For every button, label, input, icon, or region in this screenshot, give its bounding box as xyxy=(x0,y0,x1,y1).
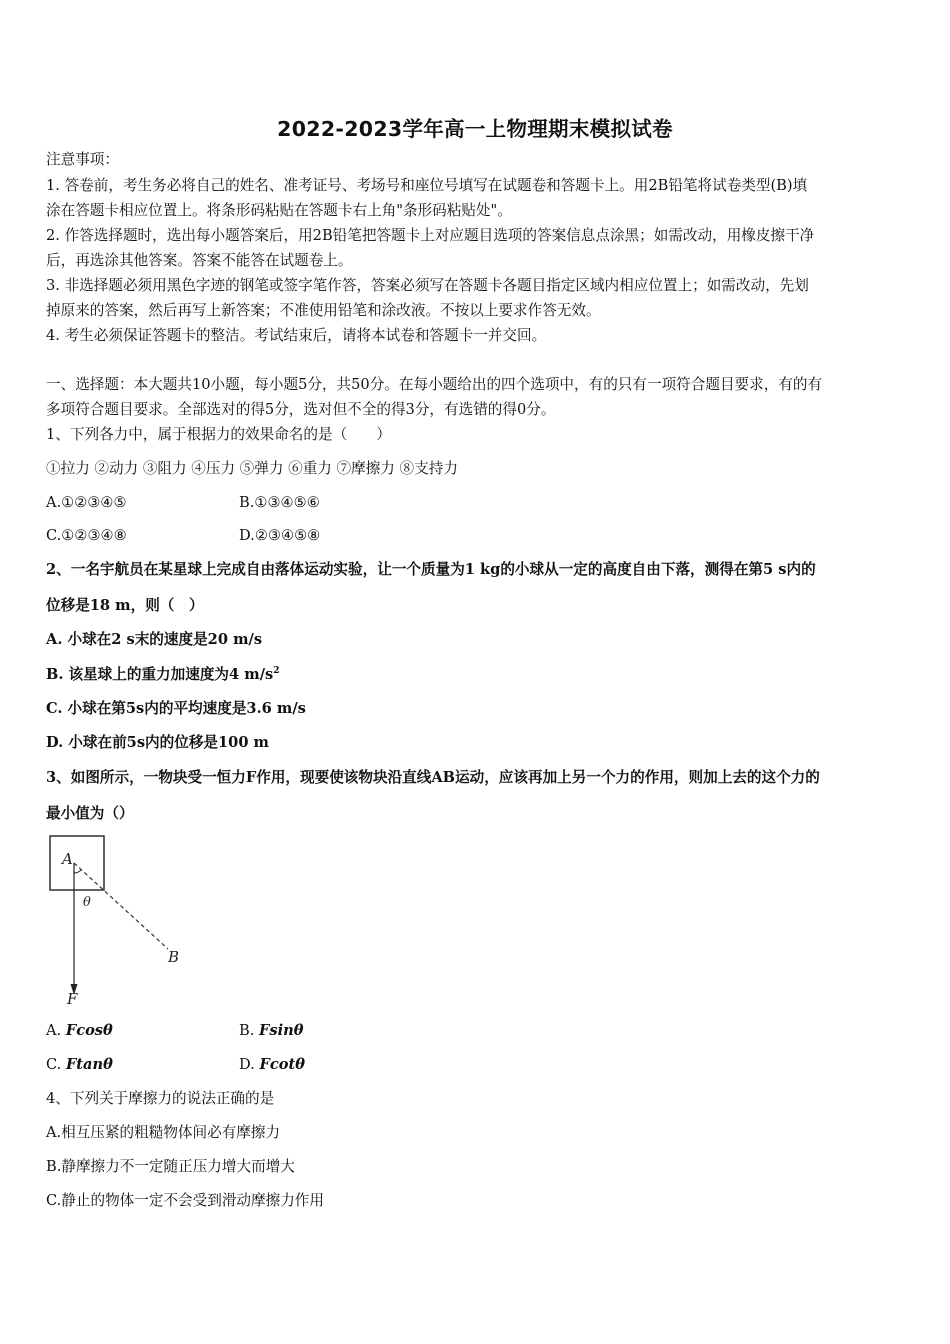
notice-item-4: 4. 考生必须保证答题卡的整洁。考试结束后，请将本试卷和答题卡一并交回。 xyxy=(46,327,547,344)
label-b: B xyxy=(168,948,180,966)
question-1-option-a: A.①②③④⑤ xyxy=(46,494,127,511)
label-f: F xyxy=(67,990,78,1008)
notice-item-3-line-1: 3. 非选择题必须用黑色字迹的钢笔或签字笔作答，答案必须写在答题卡各题目指定区域内相应位置上；如需改动，先划 xyxy=(46,277,809,294)
question-2-option-b-superscript: 2 xyxy=(273,666,280,677)
question-4-stem: 4、下列关于摩擦力的说法正确的是 xyxy=(46,1090,275,1107)
question-3-option-b-prefix: B. xyxy=(239,1022,260,1039)
question-3-option-a xyxy=(46,1021,113,1041)
question-2-stem-line-1: 2、一名宇航员在某星球上完成自由落体运动实验，让一个质量为1 kg的小球从一定的高度自由下落，测得在第5 s内的 xyxy=(46,561,816,578)
question-3-option-a-value: Fcosθ xyxy=(65,1022,113,1039)
section-1-line-1: 一、选择题：本大题共10小题，每小题5分，共50分。在每小题给出的四个选项中，有的只有一项符合题目要求，有的有 xyxy=(46,376,823,393)
question-1-option-d: D.②③④⑤⑧ xyxy=(239,527,321,544)
question-2-option-c: C. 小球在第5s内的平均速度是3.6 m/s xyxy=(46,700,306,717)
question-3-option-c xyxy=(46,1055,113,1075)
angle-theta-arc xyxy=(74,870,81,873)
notice-item-2-line-1: 2. 作答选择题时，选出每小题答案后，用2B铅笔把答题卡上对应题目选项的答案信息点涂黑；如需改动，用橡皮擦干净 xyxy=(46,227,815,244)
question-4-option-c: C.静止的物体一定不会受到滑动摩擦力作用 xyxy=(46,1192,324,1209)
page-title: 2022-2023学年高一上物理期末模拟试卷 xyxy=(277,117,673,141)
label-a: A xyxy=(62,850,73,868)
question-1-stem: 1、下列各力中，属于根据力的效果命名的是（ ） xyxy=(46,426,391,443)
question-1-option-c: C.①②③④⑧ xyxy=(46,527,127,544)
force-diagram xyxy=(46,832,196,1012)
question-3-option-a-prefix: A. xyxy=(46,1022,66,1039)
question-4-option-a: A.相互压紧的粗糙物体间必有摩擦力 xyxy=(46,1124,281,1141)
notice-item-1-line-1: 1. 答卷前，考生务必将自己的姓名、准考证号、考场号和座位号填写在试题卷和答题卡上。用2B铅笔将试卷类型(B)填 xyxy=(46,177,808,194)
label-theta: θ xyxy=(83,895,91,910)
question-3-stem-line-1: 3、如图所示，一物块受一恒力F作用，现要使该物块沿直线AB运动，应该再加上另一个力的作用，则加上去的这个力的 xyxy=(46,769,820,786)
question-3-stem-line-2: 最小值为（） xyxy=(46,805,134,822)
question-3-option-d xyxy=(239,1055,305,1075)
question-2-option-a: A. 小球在2 s末的速度是20 m/s xyxy=(46,631,263,648)
question-4-option-b: B.静摩擦力不一定随正压力增大而增大 xyxy=(46,1158,295,1175)
notice-heading: 注意事项： xyxy=(46,151,119,168)
question-2-option-d: D. 小球在前5s内的位移是100 m xyxy=(46,734,269,751)
question-3-option-d-prefix: D. xyxy=(239,1056,260,1073)
question-1-option-b: B.①③④⑤⑥ xyxy=(239,494,320,511)
block-square xyxy=(50,836,104,890)
question-3-option-c-prefix: C. xyxy=(46,1056,66,1073)
section-1-line-2: 多项符合题目要求。全部选对的得5分，选对但不全的得3分，有选错的得0分。 xyxy=(46,401,556,418)
question-2-option-b-text: B. 该星球上的重力加速度为4 m/s xyxy=(46,666,274,683)
question-3-option-b-value: Fsinθ xyxy=(259,1022,304,1039)
question-3-option-c-value: Ftanθ xyxy=(65,1056,113,1073)
question-2-stem-line-2: 位移是18 m，则（ ） xyxy=(46,597,204,614)
question-3-option-b xyxy=(239,1021,303,1041)
question-2-option-b xyxy=(46,665,280,685)
notice-item-3-line-2: 掉原来的答案，然后再写上新答案；不准使用铅笔和涂改液。不按以上要求作答无效。 xyxy=(46,302,601,319)
question-1-items: ①拉力 ②动力 ③阻力 ④压力 ⑤弹力 ⑥重力 ⑦摩擦力 ⑧支持力 xyxy=(46,460,458,477)
notice-item-2-line-2: 后，再选涂其他答案。答案不能答在试题卷上。 xyxy=(46,252,353,269)
question-3-option-d-value: Fcotθ xyxy=(259,1056,305,1073)
notice-item-1-line-2: 涂在答题卡相应位置上。将条形码粘贴在答题卡右上角"条形码粘贴处"。 xyxy=(46,202,512,219)
